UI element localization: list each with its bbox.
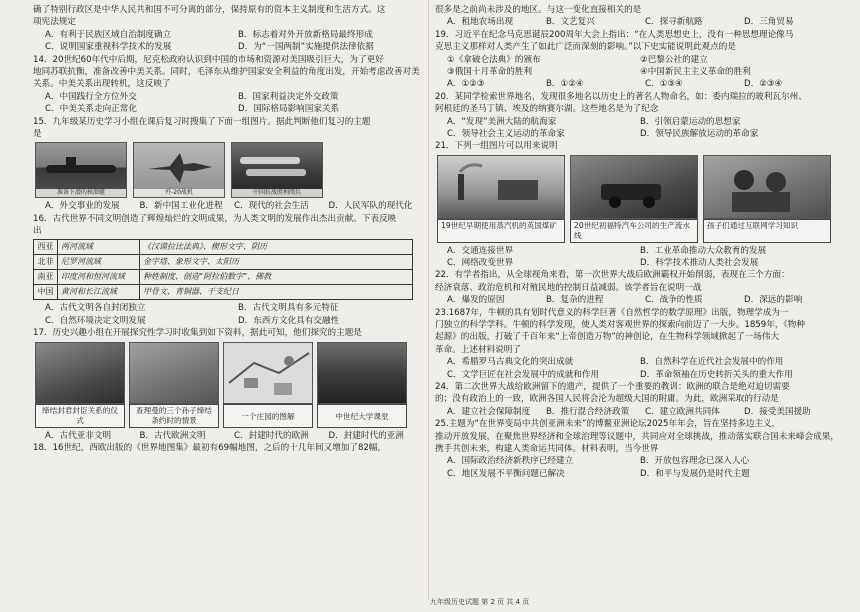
achievement-cell: 种姓制度、创造“阿拉伯数字”、佛教 bbox=[140, 270, 413, 285]
q15-option-b: B．新中国工业化进程 bbox=[139, 201, 223, 212]
q15-image-row bbox=[35, 142, 423, 198]
q23-stem-line: 起源》的出版，打破了千百年来“上帝创造万物”的神创论，在生物科学领域掀起了一场伟大 bbox=[435, 332, 780, 343]
q14-options-row bbox=[33, 103, 423, 115]
q19-items-row bbox=[435, 54, 843, 66]
river-cell: 尼罗河流域 bbox=[58, 255, 140, 270]
river-cell: 印度河和恒河流域 bbox=[58, 270, 140, 285]
q17-caption-3: 一个庄园的图解 bbox=[223, 404, 313, 428]
q14-stem-line: 地同苏联抗衡，准备改善中美关系。同时，毛泽东从维护国家安全利益的角度出发，开始考虑改善对美 bbox=[33, 66, 420, 77]
q15-caption-3: 中国抗战胜利阅兵 bbox=[232, 189, 322, 197]
q17-figure-4 bbox=[317, 342, 407, 428]
q15-stem-line: 是 bbox=[33, 128, 42, 139]
q25-stem-line: 携手共创未来，构建人类命运共同体。材料表明，当今世界 bbox=[435, 443, 659, 454]
civilization-table bbox=[33, 239, 413, 300]
q14-option-b: B．国家利益决定外交政策 bbox=[238, 91, 339, 102]
q13-option-a: A．有利于民族区域自治制度确立 bbox=[45, 29, 172, 40]
q18-option-c: C．探寻新航路 bbox=[645, 17, 703, 28]
q16-option-d: D．东西方文化具有交融性 bbox=[238, 315, 340, 326]
q21-options-row bbox=[435, 257, 843, 269]
q22-options-row bbox=[435, 294, 843, 306]
q20-options-row bbox=[435, 116, 843, 128]
q21-option-c: C．网络改变世界 bbox=[447, 258, 514, 269]
q22-option-b: B．复杂的进程 bbox=[546, 295, 604, 306]
assembly-line-photo bbox=[570, 155, 698, 219]
q17-option-c: C．封建时代的欧洲 bbox=[234, 430, 309, 441]
car-icon bbox=[571, 156, 698, 219]
q15-caption-2: 歼-20战机 bbox=[134, 189, 224, 197]
q23-option-c: C．文学巨匠在社会发展中的成就和作用 bbox=[447, 369, 600, 380]
column-divider bbox=[428, 0, 429, 600]
q21-figure-3 bbox=[703, 155, 831, 243]
q14-options-row bbox=[33, 91, 423, 103]
region-cell: 西亚 bbox=[34, 240, 58, 255]
q23-option-d: D．革命领袖在历史转折关头的重大作用 bbox=[640, 369, 793, 380]
q16-stem-line: 出 bbox=[33, 226, 42, 237]
q21-option-d: D．科学技术推动人类社会发展 bbox=[640, 258, 759, 269]
q23-option-a: A．希腊罗马古典文化的突出成就 bbox=[447, 357, 574, 368]
treaty-scene-photo bbox=[129, 342, 219, 404]
q24-option-c: C．建立欧洲共同体 bbox=[645, 406, 720, 417]
children-computer-photo bbox=[703, 155, 831, 219]
q16-option-b: B．古代文明具有多元特征 bbox=[238, 303, 339, 314]
q16-stem-line: 16．古代世界不同文明创造了辉煌灿烂的文明成果，为人类文明的发展作出杰出贡献。下表反映 bbox=[33, 213, 397, 224]
q21-figure-1 bbox=[437, 155, 565, 243]
q13-options-row bbox=[33, 29, 423, 41]
q17-figure-1 bbox=[35, 342, 125, 428]
river-cell: 黄河和长江流域 bbox=[58, 285, 140, 300]
q17-options-row bbox=[33, 430, 423, 442]
q23-stem-line: 门独立的科学学科。牛顿的科学发现，使人类对客观世界的探索向前迈了一大步。1859年，《物种 bbox=[435, 320, 805, 331]
q22-option-d: D．深远的影响 bbox=[744, 295, 803, 306]
manor-map-icon bbox=[224, 343, 313, 404]
q18-option-d: D．三角贸易 bbox=[744, 17, 794, 28]
q20-stem-line: 20．某同学检索世界地名，发现很多地名以历史上的著名人物命名，如：委内瑞拉的玻利瓦尔州、 bbox=[435, 91, 807, 102]
page-footer: 九年级历史试题 第 2 页 共 4 页 bbox=[430, 598, 530, 606]
q13-stem-line: 确了特别行政区是中华人民共和国不可分离的部分，保持原有的资本主义制度和生活方式。这 bbox=[33, 5, 386, 15]
q17-caption-1: 缔结封君封臣关系的仪式 bbox=[35, 404, 125, 428]
q14-option-d: D．国际格局影响国家关系 bbox=[238, 104, 340, 115]
region-cell: 中国 bbox=[34, 285, 58, 300]
q16-option-a: A．古代文明各自封闭独立 bbox=[45, 303, 146, 314]
q20-option-d: D．领导民族解放运动的革命家 bbox=[640, 128, 759, 139]
q21-image-row bbox=[437, 155, 843, 243]
q15-caption-1: 准备下潜的核潜艇 bbox=[36, 189, 126, 197]
q19-item-1: ①《拿破仑法典》的颁布 bbox=[447, 54, 541, 65]
q17-stem: 17．历史兴趣小组在开展探究性学习时收集到如下资料，据此可知，他们探究的主题是 bbox=[33, 328, 362, 339]
q15-option-a: A．外交事业的发展 bbox=[45, 201, 120, 212]
q16-option-c: C．自然环境决定文明发展 bbox=[45, 315, 146, 326]
q22-option-a: A．爆发的原因 bbox=[447, 295, 505, 306]
q17-caption-4: 中世纪大学课堂 bbox=[317, 404, 407, 428]
q20-options-row bbox=[435, 128, 843, 140]
q17-option-d: D．封建时代的亚洲 bbox=[328, 430, 404, 441]
q15-option-c: C．现代的社会生活 bbox=[234, 201, 309, 212]
q22-stem-line: 经济衰落、政治危机和对殖民地的控制日益减弱。该学者旨在说明一战 bbox=[435, 282, 702, 293]
q19-stem-line: 克思主义那样对人类产生了如此广泛而深刻的影响。”以下史实能说明此观点的是 bbox=[435, 42, 736, 53]
q23-stem-line: 革命。上述材料说明了 bbox=[435, 344, 521, 355]
q16-options-row bbox=[33, 315, 423, 327]
region-cell: 北非 bbox=[34, 255, 58, 270]
q20-option-c: C．领导社会主义运动的革命家 bbox=[447, 128, 565, 139]
q25-options-row bbox=[435, 455, 843, 467]
q14-option-c: C．中美关系走向正常化 bbox=[45, 104, 137, 115]
q13-option-c: C．说明国家重视科学技术的发展 bbox=[45, 42, 172, 53]
q15-stem-line: 15．九年级某历史学习小组在课后复习时搜集了下面一组图片。据此判断他们复习的主题 bbox=[33, 116, 371, 127]
q19-stem-line: 19．习近平在纪念马克思诞辰200周年大会上指出：“在人类思想史上，没有一种思想理论像马 bbox=[435, 29, 794, 40]
q19-options-row bbox=[435, 78, 843, 90]
q25-options-row bbox=[435, 468, 843, 480]
q13-stem-line: 项宪法规定 bbox=[33, 17, 76, 28]
q14-stem-line: 关系。中美关系出现转机，这反映了 bbox=[33, 79, 171, 90]
river-cell: 两河流域 bbox=[58, 240, 140, 255]
coal-mine-photo bbox=[437, 155, 565, 219]
q25-option-d: D．和平与发展仍是时代主题 bbox=[640, 468, 750, 479]
q17-option-b: B．古代欧洲文明 bbox=[139, 430, 206, 441]
q24-stem-line: 24．第二次世界大战给欧洲留下的遗产，提供了一个重要的教训：欧洲的联合是绝对迫切需要 bbox=[435, 381, 790, 392]
table-row bbox=[34, 270, 413, 285]
fealty-ceremony-photo bbox=[35, 342, 125, 404]
table-row bbox=[34, 285, 413, 300]
submarine-photo bbox=[35, 142, 127, 198]
q24-option-b: B．推行混合经济政策 bbox=[546, 406, 630, 417]
q21-caption-1: 19世纪早期使用蒸汽机的英国煤矿 bbox=[437, 219, 565, 243]
q18-options-row bbox=[435, 16, 843, 28]
q17-figure-3 bbox=[223, 342, 313, 428]
factory-icon bbox=[438, 156, 565, 219]
q21-stem: 21．下列一组图片可以用来说明 bbox=[435, 141, 558, 152]
q20-option-a: A．“发现”美洲大陆的航海家 bbox=[447, 116, 557, 127]
q13-option-b: B．标志着对外开放新格局最终形成 bbox=[238, 29, 373, 40]
achievement-cell: 甲骨文、青铜器、干支纪日 bbox=[140, 285, 413, 300]
q19-option-c: C．①③④ bbox=[645, 79, 683, 90]
q19-item-4: ④中国新民主主义革命的胜利 bbox=[640, 66, 751, 77]
q25-option-a: A．国际政治经济新秩序已经建立 bbox=[447, 456, 574, 467]
q18-option-a: A．租地农场出现 bbox=[447, 17, 514, 28]
q13-options-row bbox=[33, 41, 423, 53]
right-column bbox=[435, 4, 843, 480]
q17-image-row bbox=[35, 342, 423, 428]
medieval-university-photo bbox=[317, 342, 407, 404]
q25-stem-line: 25.主题为“在世界变局中共创亚洲未来”的博鳌亚洲论坛2025年年会，旨在坚持多边主义， bbox=[435, 419, 781, 430]
q19-option-b: B．①②④ bbox=[546, 79, 584, 90]
q13-option-d: D．为“一国两制”实施提供法律依据 bbox=[238, 42, 374, 53]
q19-items-row bbox=[435, 66, 843, 78]
q22-option-c: C．战争的性质 bbox=[645, 295, 703, 306]
q18-stem-tail: 很多是之前尚未涉及的地区。与这一变化直接相关的是 bbox=[435, 5, 642, 15]
q24-option-a: A．建立社会保障制度 bbox=[447, 406, 531, 417]
q25-option-b: B．开放包容理念已深入人心 bbox=[640, 456, 750, 467]
q19-option-d: D．②③④ bbox=[744, 79, 783, 90]
q21-options-row bbox=[435, 245, 843, 257]
q15-option-d: D．人民军队的现代化 bbox=[328, 201, 413, 212]
parade-photo bbox=[231, 142, 323, 198]
left-column bbox=[33, 4, 423, 454]
q16-options-row bbox=[33, 302, 423, 314]
achievement-cell: 《汉谟拉比法典》、楔形文字、阴历 bbox=[140, 240, 413, 255]
q24-options-row bbox=[435, 406, 843, 418]
q23-options-row bbox=[435, 369, 843, 381]
fighter-jet-photo bbox=[133, 142, 225, 198]
q22-stem-line: 22．有学者指出，从全球视角来看，第一次世界大战后欧洲霸权开始削弱，表现在三个方面： bbox=[435, 270, 790, 281]
q17-caption-2: 查理曼的三个孙子缔结条约时的情景 bbox=[129, 404, 219, 428]
q18-option-b: B．文艺复兴 bbox=[546, 17, 595, 28]
q19-item-2: ②巴黎公社的建立 bbox=[640, 54, 708, 65]
q17-figure-2 bbox=[129, 342, 219, 428]
q17-option-a: A．古代亚非文明 bbox=[45, 430, 112, 441]
q21-figure-2 bbox=[570, 155, 698, 243]
region-cell: 南亚 bbox=[34, 270, 58, 285]
q25-stem-line: 推动开放发展，在聚焦世界经济和全球治理等议题中，共同应对全球挑战，推动落实联合国未来峰会成果， bbox=[435, 431, 839, 442]
q20-option-b: B．引领启蒙运动的思想家 bbox=[640, 116, 741, 127]
q24-stem-line: 的；没有政治上的一致，欧洲各国人民将会沦为超级大国的附庸。为此，欧洲采取的行动是 bbox=[435, 394, 779, 405]
q25-option-c: C．地区发展不平衡问题已解决 bbox=[447, 468, 565, 479]
q14-option-a: A．中国践行全方位外交 bbox=[45, 91, 137, 102]
q15-options-row bbox=[33, 200, 423, 212]
q19-item-3: ③俄国十月革命的胜利 bbox=[447, 66, 533, 77]
q14-stem-line: 14．20世纪60年代中后期，尼克松政府认识到中国的市场和资源对美国吸引巨大，为了更好 bbox=[33, 54, 384, 65]
q19-option-a: A．①②③ bbox=[447, 79, 485, 90]
q21-option-a: A．交通连接世界 bbox=[447, 245, 514, 256]
achievement-cell: 金字塔、象形文字、太阳历 bbox=[140, 255, 413, 270]
q20-stem-line: 阿根廷的圣马丁镇、埃及的纳赛尔湖。这些地名是为了纪念 bbox=[435, 104, 659, 115]
q23-stem-line: 23.1687年，牛顿的具有划时代意义的科学巨著《自然哲学的数学原理》出版，物理学成为一 bbox=[435, 307, 789, 318]
children-icon bbox=[704, 156, 831, 219]
q23-options-row bbox=[435, 356, 843, 368]
q21-caption-3: 孩子们通过互联网学习知识 bbox=[703, 219, 831, 243]
q18-stem: 18．16世纪，西欧出版的《世界地图集》最初有69幅地图，之后的十几年间又增加了82幅， bbox=[33, 443, 387, 454]
table-row bbox=[34, 240, 413, 255]
q23-option-b: B．自然科学在近代社会发展中的作用 bbox=[640, 357, 784, 368]
q21-caption-2: 20世纪初福特汽车公司的生产流水线 bbox=[570, 219, 698, 243]
q24-option-d: D．接受美国援助 bbox=[744, 406, 811, 417]
manor-map-photo bbox=[223, 342, 313, 404]
table-row bbox=[34, 255, 413, 270]
q21-option-b: B．工业革命推动大众教育的发展 bbox=[640, 245, 767, 256]
